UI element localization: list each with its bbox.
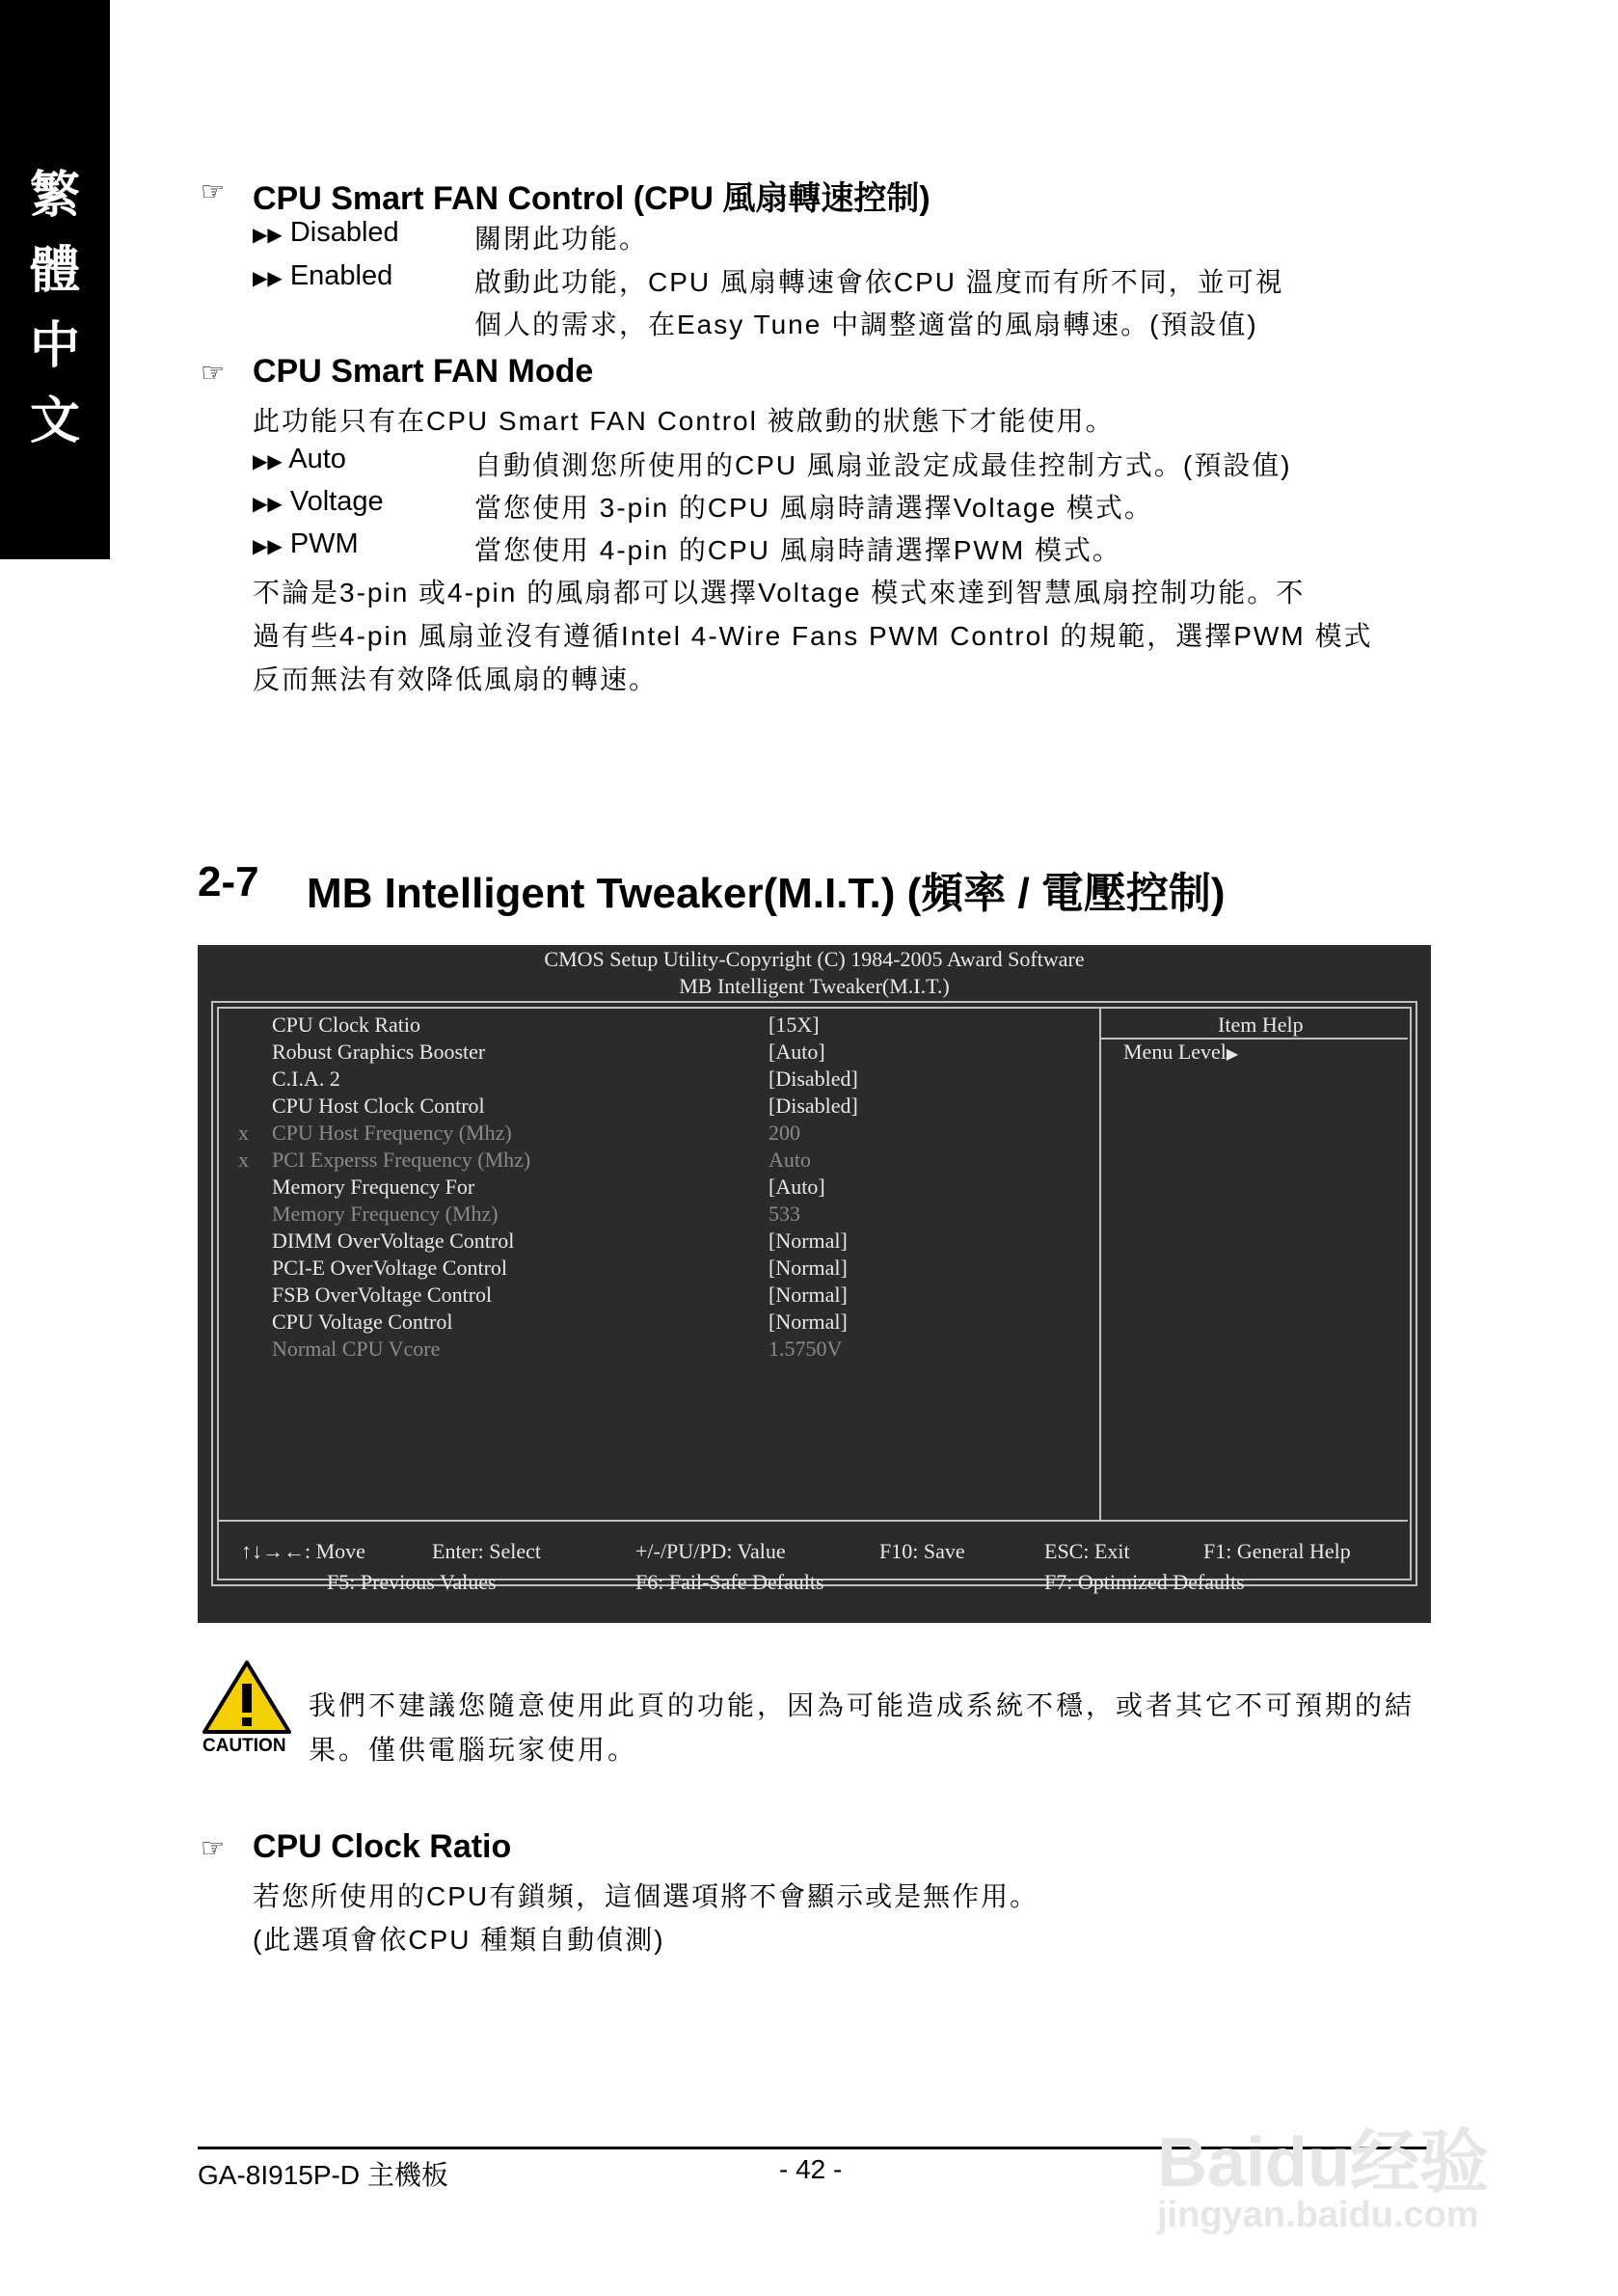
option-description: 當您使用 3-pin 的CPU 風扇時請選擇Voltage 模式。 — [474, 493, 1153, 523]
double-arrow-icon: ▶▶ — [253, 225, 283, 246]
bios-item-label[interactable]: PCI-E OverVoltage Control — [272, 1256, 508, 1280]
caution-text: 我們不建議您隨意使用此頁的功能，因為可能造成系統不穩，或者其它不可預期的結 — [309, 1690, 1416, 1720]
bios-item-label: CPU Host Frequency (Mhz) — [272, 1121, 512, 1145]
bios-item-value[interactable]: [Normal] — [769, 1256, 848, 1280]
bios-key-previous: F5: Previous Values — [327, 1570, 497, 1594]
option-enabled — [253, 260, 392, 292]
baidu-watermark: Baidu经验 — [1157, 2124, 1490, 2201]
bios-key-value: +/-/PU/PD: Value — [635, 1539, 786, 1563]
language-side-tab — [0, 0, 110, 559]
bios-item-value[interactable]: [Disabled] — [769, 1067, 858, 1091]
bios-key-move: ↑↓→←: Move — [241, 1539, 365, 1563]
option-voltage — [253, 486, 384, 518]
bios-item-value[interactable]: [Auto] — [769, 1175, 825, 1199]
clock-ratio-text: (此選項會依CPU 種類自動偵測) — [253, 1925, 665, 1955]
bios-key-exit: ESC: Exit — [1044, 1539, 1130, 1563]
bios-menu-level — [1123, 1040, 1238, 1065]
bios-item-value: 533 — [769, 1202, 800, 1226]
bios-item-label[interactable]: CPU Clock Ratio — [272, 1013, 421, 1037]
option-description: 關閉此功能。 — [474, 224, 649, 254]
option-description: 當您使用 4-pin 的CPU 風扇時請選擇PWM 模式。 — [474, 535, 1121, 565]
option-name: Voltage — [289, 486, 384, 517]
side-tab-char: 文 — [29, 392, 80, 450]
fan-mode-note: 過有些4-pin 風扇並沒有遵循Intel 4-Wire Fans PWM Control 的規範，選擇PWM 模式 — [253, 621, 1373, 651]
bios-item-locked-mark: x — [238, 1121, 249, 1145]
menu-level-label: Menu Level — [1123, 1040, 1227, 1064]
pointing-hand-icon: ☞ — [201, 357, 226, 389]
bios-footer-divider — [217, 1520, 1408, 1522]
caution-label: CAUTION — [202, 1736, 286, 1756]
bios-item-value[interactable]: [Normal] — [769, 1283, 848, 1307]
page-number: - 42 - — [779, 2154, 843, 2184]
bios-item-value[interactable]: [Auto] — [769, 1040, 825, 1064]
double-arrow-icon: ▶▶ — [253, 451, 283, 473]
double-arrow-icon: ▶▶ — [253, 536, 283, 557]
bios-item-label[interactable]: Memory Frequency For — [272, 1175, 475, 1199]
fan-mode-heading: CPU Smart FAN Mode — [253, 353, 594, 390]
bios-item-value[interactable]: [Normal] — [769, 1229, 848, 1253]
bios-key-save: F10: Save — [879, 1539, 965, 1563]
bios-item-label: PCI Experss Frequency (Mhz) — [272, 1148, 531, 1172]
bios-item-locked-mark: x — [238, 1148, 249, 1172]
pointing-hand-icon: ☞ — [201, 1832, 226, 1864]
footer-model: GA-8I915P-D 主機板 — [198, 2160, 448, 2190]
bios-screen — [198, 945, 1431, 1623]
bios-key-select: Enter: Select — [432, 1539, 542, 1563]
bios-item-value: 200 — [769, 1121, 800, 1145]
option-description-cont: 個人的需求，在Easy Tune 中調整適當的風扇轉速。(預設值) — [474, 310, 1258, 339]
side-tab-char: 繁 — [29, 166, 80, 225]
triangle-right-icon: ▶ — [1226, 1046, 1239, 1063]
bios-help-title: Item Help — [1218, 1013, 1304, 1037]
fan-mode-intro: 此功能只有在CPU Smart FAN Control 被啟動的狀態下才能使用。 — [253, 406, 1115, 436]
bios-item-label: Normal CPU Vcore — [272, 1337, 441, 1361]
double-arrow-icon: ▶▶ — [253, 494, 283, 515]
section-title: MB Intelligent Tweaker(M.I.T.) (頻率 / 電壓控制) — [307, 870, 1226, 917]
bios-item-value: 1.5750V — [769, 1337, 843, 1361]
bios-key-optimized: F7: Optimized Defaults — [1044, 1570, 1245, 1594]
caution-text: 果。僅供電腦玩家使用。 — [309, 1735, 638, 1765]
option-name: Disabled — [289, 217, 399, 248]
option-name: PWM — [289, 528, 359, 559]
bios-item-label[interactable]: FSB OverVoltage Control — [272, 1283, 493, 1307]
bios-item-label[interactable]: CPU Host Clock Control — [272, 1094, 485, 1118]
side-tab-char: 中 — [29, 316, 80, 375]
option-name: Enabled — [289, 260, 393, 291]
option-name: Auto — [288, 444, 346, 474]
bios-item-value[interactable]: [Disabled] — [769, 1094, 858, 1118]
option-disabled — [253, 217, 399, 249]
bios-key-help: F1: General Help — [1203, 1539, 1351, 1563]
double-arrow-icon: ▶▶ — [253, 268, 283, 289]
option-auto — [253, 444, 346, 475]
bios-item-label[interactable]: C.I.A. 2 — [272, 1067, 340, 1091]
option-pwm — [253, 528, 359, 560]
bios-item-label[interactable]: Robust Graphics Booster — [272, 1040, 486, 1064]
bios-page-title: MB Intelligent Tweaker(M.I.T.) — [679, 974, 950, 998]
clock-ratio-text: 若您所使用的CPU有鎖頻，這個選項將不會顯示或是無作用。 — [253, 1881, 1039, 1911]
pointing-hand-icon: ☞ — [201, 176, 226, 207]
fan-mode-note: 不論是3-pin 或4-pin 的風扇都可以選擇Voltage 模式來達到智慧風扇控制功能。不 — [253, 578, 1306, 608]
side-tab-char: 體 — [29, 241, 80, 300]
bios-item-label: Memory Frequency (Mhz) — [272, 1202, 499, 1226]
section-number: 2-7 — [198, 858, 259, 905]
option-description: 啟動此功能，CPU 風扇轉速會依CPU 溫度而有所不同，並可視 — [474, 267, 1284, 297]
bios-key-failsafe: F6: Fail-Safe Defaults — [635, 1570, 824, 1594]
option-description: 自動偵測您所使用的CPU 風扇並設定成最佳控制方式。(預設值) — [474, 450, 1292, 480]
bios-copyright: CMOS Setup Utility-Copyright (C) 1984-2005 Award Software — [544, 947, 1085, 971]
bios-item-value: Auto — [769, 1148, 811, 1172]
bios-help-divider — [1099, 1007, 1101, 1520]
fan-mode-note: 反而無法有效降低風扇的轉速。 — [253, 664, 659, 694]
baidu-watermark-url: jingyan.baidu.com — [1157, 2195, 1479, 2235]
clock-ratio-heading: CPU Clock Ratio — [253, 1828, 512, 1865]
fan-control-heading: CPU Smart FAN Control (CPU 風扇轉速控制) — [253, 180, 930, 217]
bios-item-label[interactable]: DIMM OverVoltage Control — [272, 1229, 515, 1253]
bios-item-value[interactable]: [Normal] — [769, 1310, 848, 1334]
bios-item-value[interactable]: [15X] — [769, 1013, 820, 1037]
bios-item-label[interactable]: CPU Voltage Control — [272, 1310, 453, 1334]
